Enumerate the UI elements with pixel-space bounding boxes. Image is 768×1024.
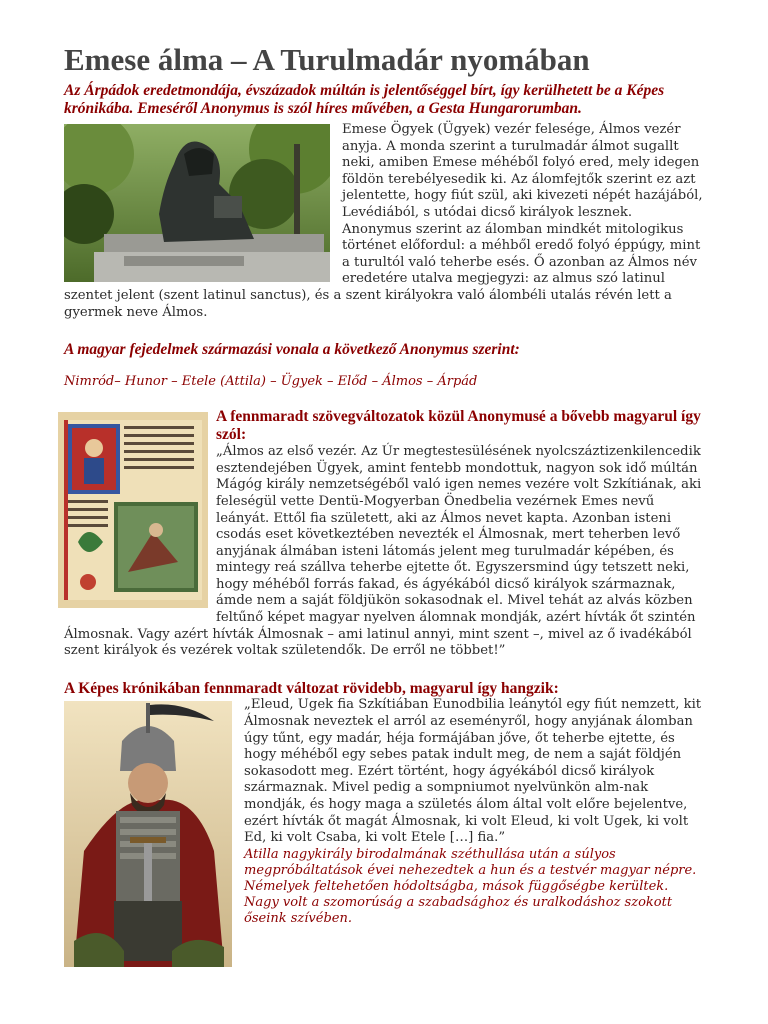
illuminated-chronicle-page	[58, 412, 208, 608]
section3-note: Atilla nagykirály birodalmának széthullása után a súlyos megpróbáltatások évei nehezedtek a hun és a testvér magyar népre. Némelyek feltehetően hódoltságba, mások függőségbe kerültek. Nagy volt a szomorúság a szabadsághoz és uralkodáshoz szokott őseink szívében.	[244, 846, 697, 926]
lead-paragraph: Az Árpádok eredetmondája, évszázadok múltán is jelentőséggel bírt, így kerülhetett be a Képes krónikába. Emeséről Anonymus is szól híres művében, a Gesta Hungarorumban.	[64, 82, 665, 117]
hun-warrior-painting	[64, 701, 232, 967]
lineage-heading: A magyar fejedelmek származási vonala a következő Anonymus szerint:	[64, 341, 520, 359]
section2-quote: „Álmos az első vezér. Az Úr megtestesülésének nyolcszáztizenkilencedik esztendejében Ügyek, amint fentebb mondottuk, nagyon sok idő múltán Mágóg király nemzetségéből való igen nemes vezére volt Szkítiának, aki feleségül vette Dentü-Mogyerban Önedbelia vezérnek Emes nevű leányát. Ettől fia született, aki az Álmos nevet kapta. Azonban isteni csodás eset következtében nevezték el Álmosnak, mert teherben levő anyjának álmában isteni látomás jelent meg turulmadár képében, és mintegy reá szállva teherbe ejtette őt. Egyszersmind úgy tetszett neki, hogy méhéből forrás fakad, és ágyékából dicső királyok származnak, ámde nem a saját földjükön sokasodnak el. Mivel tehát az alvás közben feltűnő képet magyar nyelven álomnak mondják, azért hívták őt szintén Álmosnak. Vagy azért hívták Álmosnak – ami latinul annyi, mint szent –, mivel az ő ivadékából szent királyok és vezérek voltak születendők. De erről ne többet!”	[64, 444, 702, 659]
lineage-chain: Nimród– Hunor – Etele (Attila) – Ügyek – Előd – Álmos – Árpád	[64, 374, 478, 390]
section2-heading: A fennmaradt szövegváltozatok közül Anonymusé a bővebb magyarul így szól:	[216, 408, 701, 443]
section3-quote: „Eleud, Ugek fia Szkítiában Eunodbilia leánytól egy fiút nemzett, kit Álmosnak neveztek el arról az eseményről, hogy anyjának álomban úgy tűnt, egy madár, héja formájában jőve, őt teherbe ejtette, és hogy méhéből egy sebes patak indult meg, de nem a saját földjén sokasodott meg. Ezért történt, hogy ágyékából dicső királyok származnak. Mivel pedig a sompniumot nyelvünkön alm-nak mondják, és hogy maga a születés álom által volt előre bejelentve, ezért hívták őt magát Álmosnak, ki volt Eleud, ki volt Ugek, ki volt Ed, ki volt Csaba, ki volt Etele […] fia.”	[244, 697, 702, 846]
document-page	[64, 40, 704, 969]
section3-heading: A Képes krónikában fennmaradt változat rövidebb, magyarul így hangzik:	[64, 679, 559, 697]
page-title: Emese álma – A Turulmadár nyomában	[64, 42, 590, 77]
anonymus-statue-photo	[64, 124, 330, 282]
section1-text: Emese Ögyek (Ügyek) vezér felesége, Álmos vezér anyja. A monda szerint a turulmadár álmot sugallt neki, amiben Emese méhéből folyó ered, mely idegen földön terebélyesedik ki. Az álomfejtők szerint ez azt jelentette, hogy fiút szül, aki kivezeti népét hazájából, Levédiából, s utódai dicső királyok lesznek. Anonymus szerint az álomban mindkét mitologikus történet előfordul: a méhből eredő folyó éppúgy, mint a turultól való teherbe esés. Ő azonban az Álmos név eredetére utalva megjegyzi: az almus szó latinul szentet jelent (szent latinul sanctus), és a szent királyokra való álombéli utalás révén lett a gyermek neve Álmos.	[64, 122, 703, 320]
